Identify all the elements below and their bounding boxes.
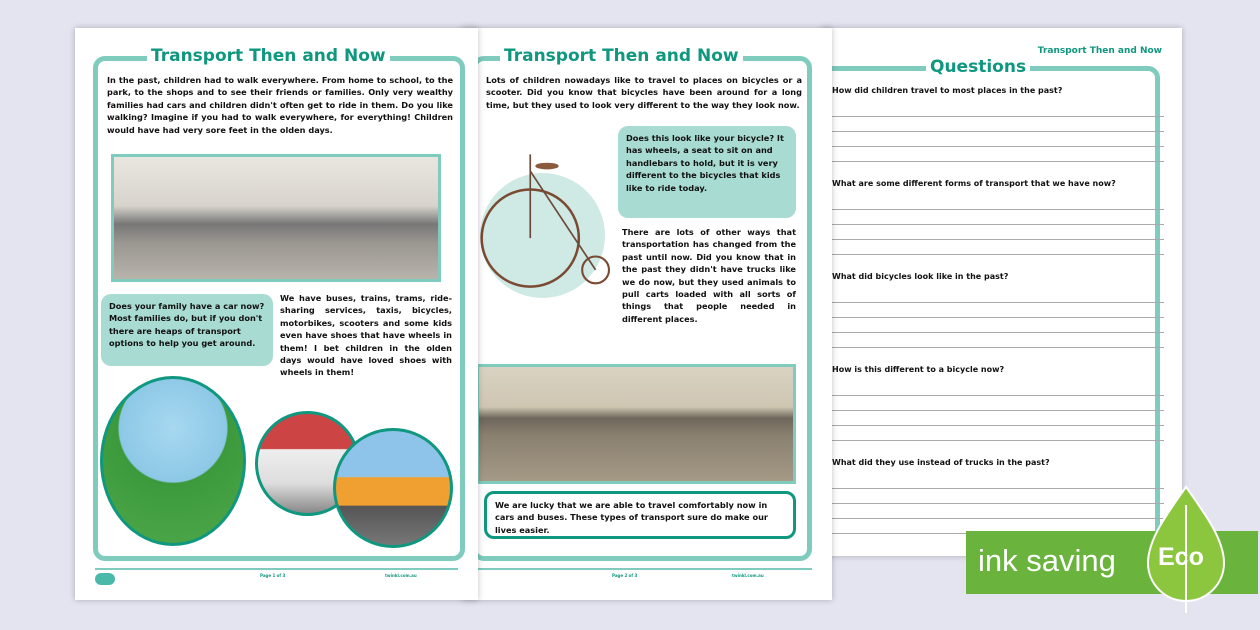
bus-illustration bbox=[333, 428, 453, 548]
eco-leaf-icon bbox=[1146, 485, 1226, 600]
page-title: Transport Then and Now bbox=[147, 46, 390, 66]
ink-saving-label: ink saving bbox=[978, 543, 1116, 578]
question-text: What are some different forms of transport that we have now? bbox=[832, 179, 1116, 188]
answer-line[interactable] bbox=[832, 146, 1164, 147]
page-title: Transport Then and Now bbox=[500, 46, 743, 66]
intro-text: Lots of children nowadays like to travel to places on bicycles or a scooter. Did you know that bicycles have been around for a long time, but they used to look very different to the way they look now. bbox=[486, 75, 802, 110]
bicycle-callout: Does this look like your bicycle? It has wheels, a seat to sit on and handlebars to hold, but it is very different to the bicycles that kids like to ride today. bbox=[618, 126, 796, 218]
footer-bar bbox=[95, 568, 458, 570]
answer-line[interactable] bbox=[832, 116, 1164, 117]
answer-line[interactable] bbox=[832, 239, 1164, 240]
site-url: twinkl.com.au bbox=[385, 573, 417, 578]
questions-frame bbox=[822, 66, 1160, 556]
question-text: How is this different to a bicycle now? bbox=[832, 365, 1005, 374]
answer-line[interactable] bbox=[832, 410, 1164, 411]
page-header: Transport Then and Now bbox=[1037, 46, 1162, 56]
answer-line[interactable] bbox=[832, 347, 1164, 348]
page-title: Questions bbox=[926, 57, 1030, 77]
answer-line[interactable] bbox=[832, 131, 1164, 132]
answer-line[interactable] bbox=[832, 224, 1164, 225]
answer-line[interactable] bbox=[832, 161, 1164, 162]
intro-text: In the past, children had to walk everywhere. From home to school, to the park, to the shops and to see their friends or families. Only very wealthy families had cars and children didn't often get to ride in them. Do you like walking? Imagine if you had to walk everywhere, for everything! Children would have had very sore feet in the olden days. bbox=[107, 75, 453, 135]
closing-callout: We are lucky that we are able to travel comfortably now in cars and buses. These types of transport sure do make our lives easier. bbox=[484, 491, 796, 539]
answer-line[interactable] bbox=[832, 317, 1164, 318]
historic-school-photo bbox=[111, 154, 441, 282]
answer-line[interactable] bbox=[832, 332, 1164, 333]
worksheet-page-2 bbox=[462, 28, 832, 600]
page-number: Page 1 of 3 bbox=[260, 573, 286, 578]
eco-label: Eco bbox=[1158, 543, 1204, 571]
twinkl-logo bbox=[95, 573, 115, 585]
answer-line[interactable] bbox=[832, 503, 1164, 504]
site-url: twinkl.com.au bbox=[732, 573, 764, 578]
child-bicycle-illustration bbox=[100, 376, 246, 546]
question-text: How did children travel to most places in the past? bbox=[832, 86, 1063, 95]
family-car-callout: Does your family have a car now? Most families do, but if you don't there are heaps of transport options to help you get around. bbox=[101, 294, 273, 366]
answer-line[interactable] bbox=[832, 254, 1164, 255]
answer-line[interactable] bbox=[832, 302, 1164, 303]
penny-farthing-image bbox=[480, 143, 614, 308]
page-number: Page 2 of 3 bbox=[612, 573, 638, 578]
worksheet-page-3 bbox=[822, 28, 1182, 556]
answer-line[interactable] bbox=[832, 518, 1164, 519]
transport-options-text: We have buses, trains, trams, ride-sharing services, taxis, bicycles, motorbikes, scooters and some kids even have shoes that have wheels in them! I bet children in the olden days would have loved shoes with wheels in them! bbox=[280, 293, 452, 378]
answer-line[interactable] bbox=[832, 440, 1164, 441]
cattle-cart-photo bbox=[476, 364, 796, 484]
answer-line[interactable] bbox=[832, 209, 1164, 210]
footer-bar bbox=[472, 568, 812, 570]
question-text: What did bicycles look like in the past? bbox=[832, 272, 1009, 281]
answer-line[interactable] bbox=[832, 488, 1164, 489]
body-text: There are lots of other ways that transportation has changed from the past until now. Did you know that in the past they didn't have trucks like we do now, but they used animals to pull carts loaded with all sorts of things that people needed in different places. bbox=[622, 227, 796, 324]
answer-line[interactable] bbox=[832, 425, 1164, 426]
question-text: What did they use instead of trucks in the past? bbox=[832, 458, 1050, 467]
worksheet-page-1 bbox=[75, 28, 478, 600]
answer-line[interactable] bbox=[832, 395, 1164, 396]
